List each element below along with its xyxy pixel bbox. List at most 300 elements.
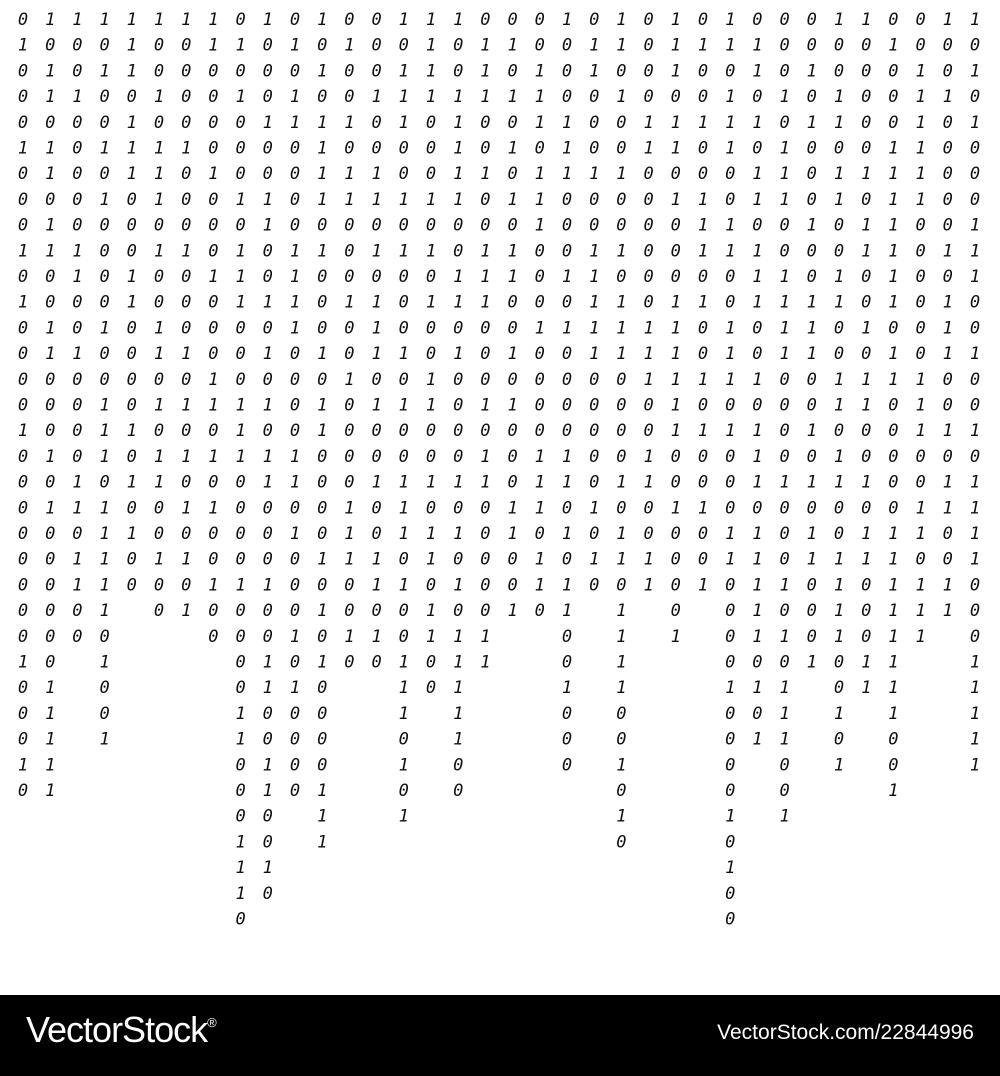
binary-digit: 1 [72,241,83,262]
binary-digit: 0 [317,678,328,699]
binary-digit: 0 [235,369,246,390]
binary-digit: 1 [670,498,681,519]
binary-digit: 1 [507,189,518,210]
binary-digit: 1 [534,61,545,82]
binary-digit: 1 [398,189,409,210]
binary-digit: 1 [861,395,872,416]
binary-digit: 0 [697,138,709,159]
binary-digit: 1 [670,138,681,159]
binary-digit: 0 [153,369,165,390]
binary-digit: 0 [17,215,29,236]
binary-digit: 0 [779,215,790,236]
binary-digit: 1 [806,215,817,236]
binary-digit: 0 [752,703,763,724]
binary-digit: 0 [398,292,409,313]
binary-digit: 1 [344,369,355,390]
binary-digit: 0 [289,729,301,750]
binary-digit: 0 [779,498,790,519]
binary-digit: 1 [725,369,736,390]
binary-digit: 1 [99,138,110,159]
binary-digit: 1 [752,626,763,647]
binary-digit: 1 [806,472,817,493]
binary-digit: 0 [371,112,382,133]
binary-digit: 0 [262,549,273,570]
binary-digit: 0 [915,35,926,56]
binary-digit: 0 [480,601,491,622]
binary-digit: 0 [398,781,409,801]
binary-digit: 1 [72,498,83,519]
binary-digit: 1 [45,318,56,339]
binary-digit: 1 [643,472,654,493]
binary-digit: 1 [915,395,926,416]
binary-digit: 0 [126,498,137,519]
binary-digit: 0 [643,241,654,262]
binary-digit: 1 [153,472,165,493]
binary-digit: 0 [861,61,872,82]
binary-digit: 1 [181,498,192,519]
binary-digit: 0 [725,472,736,493]
binary-digit: 0 [45,267,56,287]
binary-digit: 1 [616,652,627,673]
binary-digit: 0 [208,138,219,159]
binary-digit: 0 [915,318,926,339]
binary-digit: 0 [589,524,600,544]
binary-digit: 1 [915,61,926,82]
binary-digit: 1 [235,267,246,287]
binary-digit: 0 [72,446,83,467]
binary-digit: 1 [425,601,437,622]
binary-digit: 1 [643,549,654,570]
binary-digit: 1 [969,524,981,544]
binary-digit: 1 [534,549,545,570]
binary-digit: 1 [861,369,872,390]
binary-digit: 1 [806,652,817,673]
binary-digit: 0 [806,369,817,390]
binary-digit: 0 [861,344,872,365]
binary-digit: 0 [317,35,328,56]
binary-digit: 0 [861,446,872,467]
binary-digit: 0 [317,318,328,339]
binary-digit: 1 [969,421,981,442]
binary-digit: 0 [589,10,600,30]
binary-digit: 1 [616,292,627,313]
binary-digit: 1 [344,626,355,647]
binary-digit: 0 [126,344,137,365]
binary-digit: 0 [235,626,246,647]
binary-digit: 0 [561,215,573,236]
binary-digit: 1 [507,138,518,159]
binary-digit: 1 [398,10,409,30]
binary-digit: 1 [72,87,83,108]
binary-digit: 1 [480,292,491,313]
binary-digit: 1 [371,87,382,108]
binary-digit: 0 [861,138,872,159]
binary-digit: 0 [262,318,273,339]
binary-digit: 1 [398,241,409,262]
binary-digit: 1 [507,601,518,622]
binary-digit: 1 [72,549,83,570]
binary-digit: 1 [262,652,273,673]
binary-digit: 0 [289,215,301,236]
binary-digit: 0 [181,164,192,185]
binary-digit: 0 [480,215,491,236]
binary-digit: 0 [398,626,409,647]
binary-digit: 0 [45,369,56,390]
binary-digit: 1 [697,241,709,262]
binary-digit: 1 [969,678,981,699]
binary-digit: 1 [942,498,953,519]
binary-digit: 1 [752,112,763,133]
binary-digit: 1 [616,524,627,544]
binary-digit: 1 [752,35,763,56]
binary-digit: 1 [317,10,328,30]
binary-digit: 1 [616,806,627,827]
binary-digit: 0 [45,189,56,210]
binary-digit: 1 [888,164,899,185]
binary-digit: 0 [725,755,736,776]
binary-digit: 0 [861,421,872,442]
binary-digit: 1 [670,189,681,210]
binary-digit: 0 [752,138,763,159]
binary-digit: 0 [262,601,273,622]
binary-digit: 0 [725,832,736,853]
binary-digit: 1 [969,498,981,519]
binary-digit: 1 [262,112,273,133]
binary-digit: 0 [208,189,219,210]
binary-digit: 0 [643,10,654,30]
binary-digit: 1 [806,112,817,133]
binary-digit: 1 [453,652,464,673]
binary-digit: 0 [181,215,192,236]
binary-digit: 0 [670,215,681,236]
binary-digit: 1 [534,87,545,108]
binary-digit: 1 [589,344,600,365]
binary-digit: 0 [589,369,600,390]
binary-digit: 1 [153,241,165,262]
binary-digit: 0 [17,626,29,647]
binary-digit: 0 [779,35,790,56]
binary-digit: 1 [289,267,301,287]
binary-digit: 1 [208,498,219,519]
binary-digit: 1 [317,421,328,442]
binary-digit: 1 [425,87,437,108]
binary-digit: 0 [317,755,328,776]
binary-digit: 0 [153,112,165,133]
binary-digit: 1 [833,446,845,467]
binary-digit: 0 [262,138,273,159]
binary-digit: 0 [262,498,273,519]
binary-digit: 0 [888,10,899,30]
binary-digit: 0 [99,472,110,493]
binary-digit: 1 [262,292,273,313]
binary-digit: 1 [425,61,437,82]
binary-digit: 1 [453,678,464,699]
binary-digit: 1 [643,446,654,467]
binary-digit: 1 [969,729,981,750]
binary-digit: 1 [371,344,382,365]
binary-digit: 1 [969,755,981,776]
binary-digit: 0 [398,35,409,56]
binary-digit: 0 [126,87,137,108]
binary-digit: 0 [725,498,736,519]
binary-digit: 0 [915,549,926,570]
binary-digit: 0 [235,138,246,159]
binary-digit: 1 [289,35,301,56]
binary-digit: 1 [371,472,382,493]
binary-digit: 1 [534,112,545,133]
binary-digit: 0 [589,87,600,108]
binary-digit: 1 [262,395,273,416]
binary-digit: 1 [915,189,926,210]
binary-digit: 1 [480,164,491,185]
binary-digit: 0 [17,703,29,724]
binary-digit: 1 [752,678,763,699]
binary-digit: 0 [915,446,926,467]
binary-digit: 0 [806,35,817,56]
binary-digit: 1 [453,575,464,596]
binary-digit: 0 [616,267,627,287]
binary-digit: 1 [480,87,491,108]
binary-digit: 1 [561,164,573,185]
binary-digit: 1 [235,87,246,108]
binary-digit: 0 [697,10,709,30]
binary-digit: 1 [833,395,845,416]
binary-digit: 0 [534,524,545,544]
binary-digit: 0 [561,369,573,390]
binary-digit: 0 [425,421,437,442]
binary-digit: 1 [725,138,736,159]
binary-digit: 1 [371,318,382,339]
binary-digit: 0 [616,498,627,519]
binary-digit: 0 [616,138,627,159]
binary-digit: 0 [17,87,29,108]
binary-digit: 1 [833,703,845,724]
binary-digit: 1 [752,446,763,467]
binary-digit: 0 [942,164,953,185]
binary-digit: 1 [99,549,110,570]
binary-digit: 1 [507,267,518,287]
binary-digit: 1 [153,164,165,185]
binary-digit: 1 [643,318,654,339]
binary-digit: 0 [725,729,736,750]
binary-digit: 1 [425,395,437,416]
binary-digit: 1 [534,446,545,467]
binary-digit: 1 [425,369,437,390]
binary-digit: 1 [942,472,953,493]
binary-digit: 1 [752,472,763,493]
binary-digit: 1 [99,498,110,519]
binary-digit: 1 [289,87,301,108]
binary-digit: 0 [99,678,110,699]
binary-digit: 1 [153,344,165,365]
binary-digit: 1 [725,87,736,108]
binary-digit: 0 [126,369,137,390]
binary-digit: 0 [616,575,627,596]
binary-digit: 1 [725,241,736,262]
binary-digit: 1 [725,678,736,699]
binary-digit: 1 [725,10,736,30]
binary-digit: 0 [969,318,981,339]
binary-digit: 1 [969,549,981,570]
binary-digit: 0 [888,395,899,416]
binary-digit: 0 [371,652,382,673]
binary-digit: 1 [833,292,845,313]
binary-digit: 1 [45,87,56,108]
binary-digit: 1 [942,241,953,262]
binary-digit: 1 [534,189,545,210]
binary-digit: 0 [942,215,953,236]
binary-digit: 0 [589,112,600,133]
binary-digit: 0 [17,575,29,596]
binary-digit: 1 [480,35,491,56]
binary-digit: 0 [507,215,518,236]
binary-digit: 1 [969,215,981,236]
binary-digit: 0 [181,292,192,313]
binary-digit: 1 [235,858,246,879]
binary-digit: 0 [779,755,790,776]
binary-digit: 1 [453,703,464,724]
binary-digit: 1 [833,601,845,622]
binary-digit: 1 [752,549,763,570]
binary-digit: 0 [534,395,545,416]
binary-digit: 1 [262,10,273,30]
binary-digit: 0 [643,395,654,416]
binary-digit: 0 [779,369,790,390]
binary-digit: 0 [45,112,56,133]
binary-digit: 0 [861,626,872,647]
binary-digit: 0 [806,498,817,519]
binary-digit: 0 [861,292,872,313]
registered-mark: ® [207,1015,216,1030]
binary-digit: 0 [697,267,709,287]
binary-digit: 0 [833,138,845,159]
binary-digit: 0 [670,601,681,622]
binary-digit: 1 [888,344,899,365]
binary-digit: 1 [697,35,709,56]
binary-digit: 0 [72,112,83,133]
binary-digit: 1 [453,267,464,287]
binary-digit: 1 [153,446,165,467]
binary-digit: 1 [126,421,137,442]
binary-digit: 0 [453,35,464,56]
binary-digit: 0 [289,601,301,622]
binary-digit: 1 [480,241,491,262]
binary-digit: 0 [833,421,845,442]
binary-digit: 0 [17,498,29,519]
binary-digit: 0 [697,524,709,544]
binary-digit: 0 [507,369,518,390]
binary-digit: 0 [317,267,328,287]
binary-digit: 1 [534,472,545,493]
binary-digit: 1 [344,112,355,133]
binary-digit: 1 [670,61,681,82]
binary-digit: 1 [235,292,246,313]
binary-digit: 1 [915,626,926,647]
binary-digit: 0 [507,421,518,442]
binary-digit: 0 [915,241,926,262]
binary-digit: 0 [208,292,219,313]
binary-digit: 1 [344,549,355,570]
binary-digit: 1 [398,472,409,493]
binary-digit: 0 [507,164,518,185]
binary-digit: 1 [589,267,600,287]
binary-digit: 0 [17,369,29,390]
binary-digit: 1 [181,549,192,570]
binary-digit: 0 [480,344,491,365]
binary-digit: 1 [317,652,328,673]
binary-digit: 0 [17,318,29,339]
binary-digit: 0 [915,267,926,287]
binary-digit: 0 [17,61,29,82]
binary-digit: 1 [561,446,573,467]
binary-digit: 1 [317,344,328,365]
binary-digit: 0 [45,575,56,596]
binary-digit: 0 [235,781,246,801]
binary-digit: 0 [289,549,301,570]
binary-digit: 0 [643,35,654,56]
binary-digit: 1 [779,164,790,185]
binary-digit: 1 [208,164,219,185]
binary-digit: 1 [725,35,736,56]
binary-digit: 1 [317,832,328,853]
binary-digit: 0 [779,10,790,30]
binary-digit: 0 [643,267,654,287]
binary-digit: 0 [833,318,845,339]
binary-digit: 1 [453,10,464,30]
binary-digit: 1 [45,61,56,82]
binary-digit: 0 [208,626,219,647]
binary-digit: 0 [752,395,763,416]
binary-digit: 0 [344,241,355,262]
binary-digit: 0 [561,626,573,647]
binary-digit: 1 [697,498,709,519]
binary-digit: 0 [453,395,464,416]
binary-digit: 1 [425,524,437,544]
binary-digit: 0 [969,575,981,596]
binary-digit: 1 [779,344,790,365]
binary-digit: 0 [235,806,246,827]
binary-digit: 0 [289,498,301,519]
binary-digit: 0 [72,189,83,210]
binary-digit: 1 [235,883,246,904]
binary-digit: 1 [289,678,301,699]
binary-digit: 0 [589,472,600,493]
binary-digit: 0 [670,472,681,493]
binary-digit: 0 [17,729,29,750]
binary-digit: 1 [806,524,817,544]
binary-digit: 0 [371,498,382,519]
binary-digit: 1 [534,164,545,185]
binary-digit: 0 [534,35,545,56]
binary-digit: 1 [317,189,328,210]
binary-digit: 1 [942,601,953,622]
binary-digit: 1 [208,369,219,390]
binary-digit: 0 [480,112,491,133]
binary-digit: 0 [589,446,600,467]
binary-digit: 0 [72,35,83,56]
binary-digit: 0 [344,446,355,467]
binary-digit: 1 [561,112,573,133]
binary-digit: 1 [942,318,953,339]
binary-digit: 0 [833,215,845,236]
binary-digit: 1 [262,446,273,467]
binary-digit: 0 [126,446,137,467]
binary-digit: 1 [833,112,845,133]
binary-digit: 1 [317,781,328,801]
binary-digit: 1 [888,138,899,159]
binary-digit: 1 [99,421,110,442]
binary-digit: 0 [616,395,627,416]
